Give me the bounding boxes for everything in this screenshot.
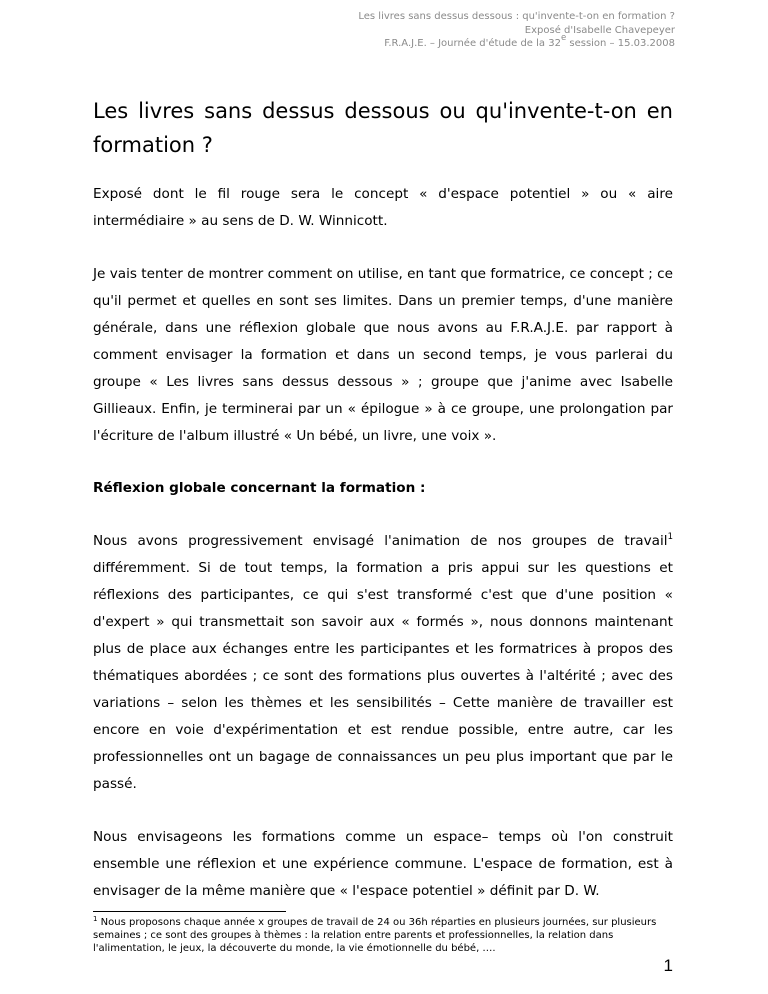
document-title [93, 94, 673, 162]
evolution-text-start: Nous avons progressivement envisagé l'animation de nos groupes de travail [93, 533, 668, 549]
header-title-line: Les livres sans dessus dessous : qu'invente-t-on en formation ? [358, 11, 675, 22]
footnote-reference: 1 [667, 532, 673, 542]
space-paragraph: Nous envisageons les formations comme un espace– temps où l'on construit ensemble une réflexion et une expérience commune. L'espace de formation, est à envisager de la même manière que « l'espace potentiel » définit par D. W. [93, 829, 673, 899]
footnote-separator [93, 911, 286, 912]
evolution-paragraph [93, 528, 673, 798]
header-event-text: F.R.A.J.E. – Journée d'étude de la 32 [384, 38, 561, 49]
header-event-line [358, 33, 675, 51]
footnote-marker: 1 [93, 915, 98, 923]
page-number: 1 [663, 956, 673, 975]
running-header [358, 10, 675, 51]
section-heading: Réflexion globale concernant la formation : [93, 480, 426, 496]
evolution-text-rest: différemment. Si de tout temps, la formation a pris appui sur les questions et réflexions des participantes, ce qui s'est transformé c'est que d'une position « d'expert » qui transmettait son savoir aux « formés », nous donnons maintenant plus de place aux échanges entre les participantes et les formatrices à propos des thématiques abordées ; ce sont des formations plus ouvertes à l'altérité ; avec des variations – selon les thèmes et les sensibilités – Cette manière de travailler est encore en voie d'expérimentation et est rendue possible, entre autre, car les professionnelles ont un bagage de connaissances un peu plus important que par le passé. [93, 560, 673, 792]
footnote-text: Nous proposons chaque année x groupes de travail de 24 ou 36h réparties en plusieurs journées, sur plusieurs semaines ; ce sont des groupes à thèmes : la relation entre parents et professionnelles, la relation dans l'alimentation, le jeux, la découverte du monde, la vie émotionnelle du bébé, …. [93, 917, 657, 954]
footnote [93, 917, 673, 955]
plan-paragraph: Je vais tenter de montrer comment on utilise, en tant que formatrice, ce concept ; ce qu'il permet et quelles en sont ses limites. Dans un premier temps, d'une manière générale, dans une réflexion globale que nous avons au F.R.A.J.E. par rapport à comment envisager la formation et dans un second temps, je vous parlerai du groupe « Les livres sans dessus dessous » ; groupe que j'anime avec Isabelle Gillieaux. Enfin, je terminerai par un « épilogue » à ce groupe, une prolongation par l'écriture de l'album illustré « Un bébé, un livre, une voix ». [93, 266, 673, 444]
title-line-1: Les livres sans dessus dessous ou qu'invente-t-on en [93, 99, 673, 123]
intro-paragraph: Exposé dont le fil rouge sera le concept « d'espace potentiel » ou « aire intermédiaire » au sens de D. W. Winnicott. [93, 186, 673, 229]
header-author-line: Exposé d'Isabelle Chavepeyer [524, 24, 675, 36]
header-session-superscript: e [560, 33, 567, 43]
header-event-date: session – 15.03.2008 [566, 38, 675, 49]
title-line-2: formation ? [93, 133, 213, 157]
document-body [93, 94, 673, 905]
